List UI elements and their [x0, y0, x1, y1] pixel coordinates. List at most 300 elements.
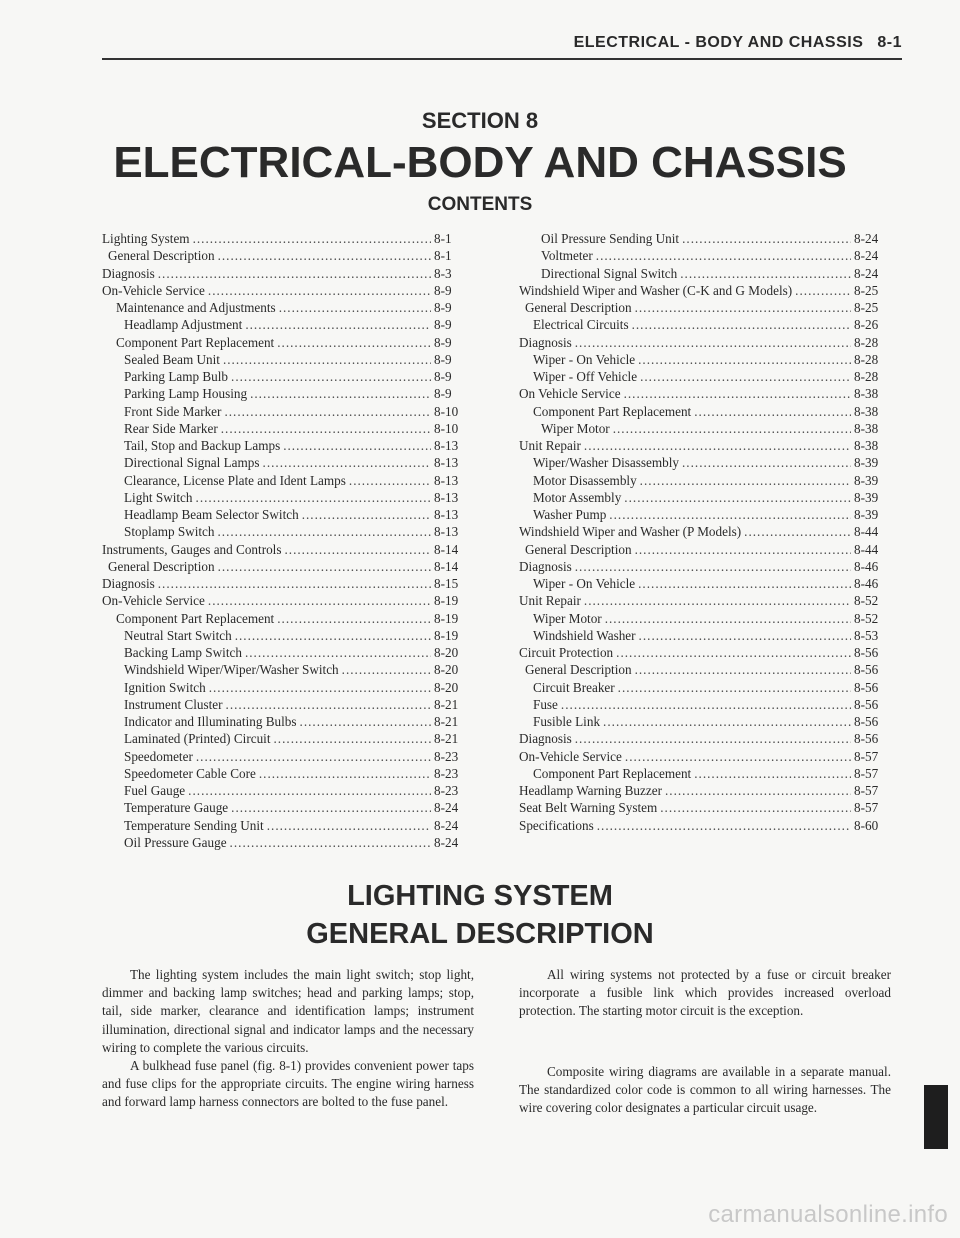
toc-entry: [102, 523, 474, 540]
toc-entry-title: Rear Side Marker: [124, 420, 218, 436]
toc-leader-dots: [635, 299, 851, 316]
toc-entry-title: Unit Repair: [519, 438, 581, 453]
toc-entry-title: Parking Lamp Housing: [124, 386, 248, 402]
toc-entry-page: 8-15: [434, 576, 459, 591]
toc-leader-dots: [618, 679, 851, 696]
toc-entry-title: Stoplamp Switch: [124, 524, 215, 540]
toc-leader-dots: [193, 230, 431, 247]
toc-entry: [102, 679, 474, 696]
toc-entry-title: General Description: [525, 300, 632, 315]
body-right-column: [519, 966, 891, 1117]
toc-entry-title: On-Vehicle Service: [102, 593, 205, 609]
toc-entry: [102, 299, 474, 316]
toc-entry-page: 8-20: [434, 645, 459, 660]
toc-entry: [519, 592, 894, 609]
toc-entry-title: Voltmeter: [541, 248, 593, 264]
toc-entry-page: 8-28: [854, 334, 879, 350]
toc-entry: [519, 610, 894, 627]
toc-entry-page: 8-13: [434, 455, 459, 471]
toc-entry-page: 8-9: [434, 334, 452, 350]
toc-entry: [102, 661, 474, 678]
toc-entry: [102, 265, 474, 282]
toc-entry-title: Diagnosis: [519, 558, 572, 574]
toc-entry-title: Unit Repair: [519, 593, 581, 609]
toc-leader-dots: [625, 748, 851, 765]
toc-entry-page: 8-13: [434, 438, 459, 453]
toc-entry: [519, 679, 894, 696]
toc-leader-dots: [584, 437, 851, 454]
toc-leader-dots: [279, 299, 431, 316]
toc-leader-dots: [283, 437, 431, 454]
toc-leader-dots: [665, 782, 851, 799]
toc-leader-dots: [694, 765, 851, 782]
toc-leader-dots: [300, 713, 431, 730]
toc-entry-title: Front Side Marker: [124, 403, 222, 419]
toc-entry: [102, 541, 474, 558]
toc-entry-title: Component Part Replacement: [533, 765, 692, 781]
toc-leader-dots: [231, 368, 431, 385]
toc-entry-page: 8-21: [434, 731, 459, 747]
toc-leader-dots: [224, 403, 431, 420]
toc-entry: [519, 316, 894, 333]
toc-entry-page: 8-57: [854, 765, 879, 781]
toc-entry-page: 8-23: [434, 783, 459, 798]
toc-entry-title: General Description: [108, 558, 215, 574]
toc-entry-title: Neutral Start Switch: [124, 627, 232, 643]
toc-entry: [519, 627, 894, 644]
toc-entry-title: General Description: [525, 662, 632, 678]
toc-entry-title: Light Switch: [124, 489, 193, 505]
toc-entry-title: Wiper Motor: [541, 420, 610, 436]
toc-leader-dots: [609, 506, 851, 523]
toc-entry-page: 8-52: [854, 593, 879, 609]
toc-entry: [519, 299, 894, 316]
toc-entry-page: 8-3: [434, 265, 452, 281]
toc-leader-dots: [342, 661, 431, 678]
toc-leader-dots: [638, 351, 851, 368]
toc-entry: [102, 316, 474, 333]
toc-entry-page: 8-13: [434, 472, 459, 488]
toc-entry-page: 8-10: [434, 403, 459, 419]
toc-entry: [102, 472, 474, 489]
toc-leader-dots: [613, 420, 851, 437]
toc-entry: [102, 230, 474, 247]
toc-entry-title: Wiper Motor: [533, 610, 602, 626]
toc-entry: [102, 799, 474, 816]
toc-entry: [519, 506, 894, 523]
toc-entry-page: 8-60: [854, 817, 879, 833]
toc-leader-dots: [250, 385, 431, 402]
toc-entry: [519, 765, 894, 782]
toc-entry: [519, 282, 894, 299]
toc-entry: [102, 385, 474, 402]
contents-heading: CONTENTS: [427, 194, 533, 215]
toc-entry-title: Diagnosis: [519, 731, 572, 747]
toc-entry-page: 8-9: [434, 282, 452, 298]
toc-entry: [102, 368, 474, 385]
toc-entry-page: 8-9: [434, 317, 452, 333]
toc-entry-title: Fuse: [533, 696, 558, 712]
toc-entry-title: Wiper - On Vehicle: [533, 351, 636, 367]
toc-entry: [102, 627, 474, 644]
section-thumb-tab: [924, 1085, 948, 1149]
toc-entry-title: Tail, Stop and Backup Lamps: [124, 438, 281, 453]
toc-entry: [102, 730, 474, 747]
header-rule: [102, 58, 902, 60]
toc-entry-title: Headlamp Beam Selector Switch: [124, 507, 299, 522]
toc-leader-dots: [795, 282, 851, 299]
toc-entry-title: Diagnosis: [519, 334, 572, 350]
toc-entry-page: 8-24: [854, 248, 879, 264]
toc-entry-page: 8-14: [434, 541, 459, 557]
toc-leader-dots: [231, 799, 431, 816]
toc-entry: [519, 454, 894, 471]
body-paragraph: All wiring systems not protected by a fuse or circuit breaker incorporate a fusible link which provides increased overload protection. The starting motor circuit is the exception.: [519, 967, 891, 1019]
toc-entry-title: On Vehicle Service: [519, 386, 621, 402]
toc-entry-page: 8-44: [854, 541, 879, 557]
toc-entry-page: 8-38: [854, 438, 879, 453]
toc-leader-dots: [221, 420, 431, 437]
toc-leader-dots: [245, 644, 431, 661]
watermark: carmanualsonline.info: [708, 1201, 948, 1228]
toc-entry: [102, 282, 474, 299]
toc-entry: [519, 368, 894, 385]
toc-leader-dots: [597, 817, 851, 834]
toc-entry-title: Indicator and Illuminating Bulbs: [124, 714, 297, 729]
toc-entry: [102, 610, 474, 627]
toc-entry-title: Temperature Sending Unit: [124, 817, 264, 833]
toc-entry-page: 8-9: [434, 351, 452, 367]
toc-entry-title: Speedometer Cable Core: [124, 765, 256, 781]
toc-entry: [519, 817, 894, 834]
toc-entry-title: On-Vehicle Service: [519, 748, 622, 764]
toc-entry: [519, 489, 894, 506]
toc-entry-page: 8-19: [434, 593, 459, 609]
toc-entry-title: Windshield Wiper and Washer (C-K and G Models): [519, 282, 793, 298]
toc-leader-dots: [217, 523, 431, 540]
toc-leader-dots: [616, 644, 851, 661]
toc-leader-dots: [223, 351, 431, 368]
toc-entry: [519, 748, 894, 765]
toc-entry-title: Diagnosis: [102, 265, 155, 281]
toc-left-column: [102, 230, 474, 851]
toc-entry: [519, 230, 894, 247]
toc-leader-dots: [596, 247, 851, 264]
toc-entry-title: Washer Pump: [533, 507, 607, 522]
toc-entry-title: Wiper - Off Vehicle: [533, 369, 638, 384]
toc-entry: [519, 782, 894, 799]
toc-entry-title: Fusible Link: [533, 714, 601, 729]
toc-leader-dots: [277, 334, 431, 351]
toc-entry-title: Seat Belt Warning System: [519, 800, 658, 816]
body-left-column: [102, 966, 474, 1112]
toc-entry: [519, 523, 894, 540]
toc-entry-title: Specifications: [519, 817, 594, 833]
toc-entry-title: On-Vehicle Service: [102, 282, 205, 298]
toc-entry-title: Component Part Replacement: [116, 334, 275, 350]
toc-entry: [102, 489, 474, 506]
toc-entry: [102, 713, 474, 730]
toc-entry-title: Clearance, License Plate and Ident Lamps: [124, 472, 346, 488]
toc-leader-dots: [235, 627, 431, 644]
toc-entry-title: Electrical Circuits: [533, 317, 629, 333]
toc-leader-dots: [284, 541, 431, 558]
section-heading-general-description: GENERAL DESCRIPTION: [306, 918, 654, 950]
toc-entry-page: 8-21: [434, 714, 459, 729]
toc-entry-page: 8-38: [854, 420, 879, 436]
toc-entry-page: 8-38: [854, 403, 879, 419]
toc-leader-dots: [624, 385, 851, 402]
toc-entry-page: 8-10: [434, 420, 459, 436]
running-header: [102, 34, 902, 52]
toc-entry-page: 8-1: [434, 231, 452, 246]
toc-entry-page: 8-39: [854, 489, 879, 505]
body-paragraph: Composite wiring diagrams are available in a separate manual. The standardized color code is common to all wiring harnesses. The wire covering color designates a particular circuit usage.: [519, 1063, 891, 1116]
header-title: ELECTRICAL - BODY AND CHASSIS: [573, 34, 864, 51]
toc-leader-dots: [245, 316, 431, 333]
toc-leader-dots: [267, 817, 431, 834]
toc-entry: [102, 454, 474, 471]
toc-entry-page: 8-9: [434, 386, 452, 402]
toc-entry-title: Maintenance and Adjustments: [116, 300, 276, 315]
toc-entry-page: 8-13: [434, 524, 459, 540]
toc-leader-dots: [682, 230, 851, 247]
toc-entry-page: 8-57: [854, 800, 879, 816]
toc-leader-dots: [694, 403, 851, 420]
toc-entry: [519, 385, 894, 402]
toc-entry: [519, 558, 894, 575]
toc-entry-title: Directional Signal Lamps: [124, 455, 260, 471]
toc-entry: [102, 817, 474, 834]
toc-leader-dots: [196, 748, 431, 765]
toc-entry-page: 8-14: [434, 558, 459, 574]
toc-entry-page: 8-57: [854, 748, 879, 764]
section-heading-lighting-system: LIGHTING SYSTEM: [347, 880, 613, 912]
toc-entry: [519, 472, 894, 489]
toc-leader-dots: [640, 472, 851, 489]
toc-entry: [102, 834, 474, 851]
toc-leader-dots: [196, 489, 431, 506]
toc-entry-page: 8-28: [854, 351, 879, 367]
toc-entry: [102, 696, 474, 713]
toc-entry-page: 8-19: [434, 627, 459, 643]
toc-entry-page: 8-44: [854, 524, 879, 540]
toc-leader-dots: [302, 506, 431, 523]
toc-entry-title: General Description: [108, 248, 215, 264]
toc-entry-page: 8-24: [854, 265, 879, 281]
toc-entry: [102, 420, 474, 437]
toc-entry: [102, 765, 474, 782]
toc-entry: [102, 575, 474, 592]
toc-entry-page: 8-57: [854, 783, 879, 798]
toc-entry-title: Windshield Wiper/Wiper/Washer Switch: [124, 662, 339, 678]
toc-entry: [519, 437, 894, 454]
toc-entry: [519, 265, 894, 282]
toc-entry: [519, 247, 894, 264]
toc-entry-page: 8-24: [854, 231, 879, 246]
toc-entry-page: 8-56: [854, 731, 879, 747]
header-page-number: 8-1: [877, 34, 902, 51]
toc-entry-title: Wiper - On Vehicle: [533, 576, 636, 591]
toc-entry-title: Headlamp Adjustment: [124, 317, 243, 333]
toc-leader-dots: [259, 765, 431, 782]
toc-leader-dots: [208, 592, 431, 609]
toc-entry-page: 8-19: [434, 610, 459, 626]
toc-entry-title: Ignition Switch: [124, 679, 206, 695]
toc-entry: [519, 661, 894, 678]
toc-leader-dots: [226, 696, 431, 713]
toc-entry-title: Sealed Beam Unit: [124, 351, 220, 367]
toc-entry: [102, 247, 474, 264]
toc-entry: [519, 575, 894, 592]
toc-entry-page: 8-20: [434, 662, 459, 678]
toc-entry-page: 8-20: [434, 679, 459, 695]
toc-entry-title: Fuel Gauge: [124, 783, 186, 798]
toc-entry: [102, 506, 474, 523]
toc-leader-dots: [274, 730, 432, 747]
toc-entry: [102, 437, 474, 454]
toc-entry-title: Component Part Replacement: [533, 403, 692, 419]
toc-leader-dots: [188, 782, 431, 799]
toc-entry: [102, 403, 474, 420]
toc-leader-dots: [584, 592, 851, 609]
toc-entry: [519, 799, 894, 816]
toc-entry-page: 8-9: [434, 300, 452, 315]
toc-entry-page: 8-39: [854, 472, 879, 488]
toc-entry-title: Motor Disassembly: [533, 472, 637, 488]
toc-entry: [519, 541, 894, 558]
toc-leader-dots: [561, 696, 851, 713]
toc-entry-title: Laminated (Printed) Circuit: [124, 731, 271, 747]
toc-entry: [102, 748, 474, 765]
toc-leader-dots: [575, 558, 851, 575]
toc-leader-dots: [680, 265, 851, 282]
page-title: ELECTRICAL-BODY AND CHASSIS: [113, 138, 847, 187]
toc-entry-title: Component Part Replacement: [116, 610, 275, 626]
toc-leader-dots: [635, 661, 851, 678]
toc-entry: [519, 730, 894, 747]
toc-right-column: [519, 230, 894, 834]
toc-leader-dots: [682, 454, 851, 471]
toc-entry: [102, 334, 474, 351]
toc-leader-dots: [277, 610, 431, 627]
toc-entry-title: Windshield Washer: [533, 627, 636, 643]
toc-entry-page: 8-56: [854, 645, 879, 660]
toc-entry-title: Backing Lamp Switch: [124, 645, 242, 660]
toc-entry-page: 8-39: [854, 507, 879, 522]
toc-leader-dots: [744, 523, 851, 540]
toc-entry-page: 8-24: [434, 834, 459, 850]
toc-entry-title: Instruments, Gauges and Controls: [102, 541, 282, 557]
body-paragraph: The lighting system includes the main light switch; stop light, dimmer and backing lamp switches; head and parking lamps; stop, tail, side marker, clearance and identification lamps; instrument illumination, directional signal and indicator lamps and the necessary wiring to complete the various circuits.: [102, 967, 474, 1055]
toc-entry-page: 8-46: [854, 558, 879, 574]
toc-leader-dots: [218, 558, 431, 575]
toc-entry-page: 8-28: [854, 369, 879, 384]
toc-entry-title: Oil Pressure Sending Unit: [541, 231, 680, 246]
toc-leader-dots: [603, 713, 851, 730]
toc-leader-dots: [208, 282, 431, 299]
toc-leader-dots: [605, 610, 851, 627]
toc-entry-page: 8-56: [854, 714, 879, 729]
toc-entry: [519, 696, 894, 713]
toc-leader-dots: [230, 834, 431, 851]
toc-entry: [519, 334, 894, 351]
toc-entry-title: Windshield Wiper and Washer (P Models): [519, 524, 742, 540]
toc-entry-page: 8-26: [854, 317, 879, 333]
toc-leader-dots: [632, 316, 851, 333]
toc-entry-page: 8-23: [434, 765, 459, 781]
body-paragraph: A bulkhead fuse panel (fig. 8-1) provides convenient power taps and fuse clips for the appropriate circuits. The engine wiring harness and forward lamp harness connectors are bolted to the fuse panel.: [102, 1058, 474, 1110]
toc-leader-dots: [635, 541, 851, 558]
toc-entry-title: Directional Signal Switch: [541, 265, 678, 281]
toc-entry-page: 8-1: [434, 248, 452, 264]
toc-leader-dots: [158, 575, 431, 592]
toc-leader-dots: [575, 730, 851, 747]
toc-leader-dots: [640, 368, 851, 385]
toc-entry-page: 8-52: [854, 610, 879, 626]
toc-entry-title: Diagnosis: [102, 576, 155, 591]
toc-entry-title: Circuit Breaker: [533, 679, 615, 695]
toc-entry-page: 8-46: [854, 576, 879, 591]
toc-entry-page: 8-24: [434, 817, 459, 833]
toc-entry-page: 8-13: [434, 489, 459, 505]
toc-entry-page: 8-25: [854, 282, 879, 298]
toc-leader-dots: [639, 627, 851, 644]
toc-entry-page: 8-9: [434, 369, 452, 384]
toc-leader-dots: [263, 454, 431, 471]
toc-entry: [102, 351, 474, 368]
toc-leader-dots: [660, 799, 851, 816]
toc-entry: [519, 351, 894, 368]
toc-entry-page: 8-53: [854, 627, 879, 643]
toc-entry: [519, 420, 894, 437]
toc-entry: [519, 644, 894, 661]
toc-entry-page: 8-56: [854, 696, 879, 712]
toc-leader-dots: [624, 489, 851, 506]
toc-entry-title: Headlamp Warning Buzzer: [519, 783, 662, 798]
toc-entry-page: 8-23: [434, 748, 459, 764]
toc-entry-title: Parking Lamp Bulb: [124, 369, 229, 384]
toc-leader-dots: [158, 265, 431, 282]
toc-entry-title: Motor Assembly: [533, 489, 622, 505]
toc-leader-dots: [218, 247, 431, 264]
toc-entry-title: General Description: [525, 541, 632, 557]
toc-entry-title: Temperature Gauge: [124, 800, 229, 816]
toc-entry-title: Instrument Cluster: [124, 696, 223, 712]
toc-entry-page: 8-56: [854, 662, 879, 678]
toc-entry: [102, 782, 474, 799]
toc-entry-page: 8-13: [434, 507, 459, 522]
toc-leader-dots: [638, 575, 851, 592]
toc-entry: [519, 713, 894, 730]
toc-leader-dots: [349, 472, 431, 489]
toc-entry-page: 8-39: [854, 455, 879, 471]
toc-leader-dots: [575, 334, 851, 351]
toc-entry: [519, 403, 894, 420]
toc-entry-title: Speedometer: [124, 748, 193, 764]
toc-entry-title: Oil Pressure Gauge: [124, 834, 227, 850]
toc-entry-title: Circuit Protection: [519, 645, 614, 660]
toc-entry-title: Wiper/Washer Disassembly: [533, 455, 679, 471]
section-label: SECTION 8: [421, 108, 539, 133]
toc-entry-page: 8-25: [854, 300, 879, 315]
toc-entry: [102, 592, 474, 609]
toc-entry-title: Lighting System: [102, 231, 190, 246]
toc-leader-dots: [209, 679, 431, 696]
toc-entry-page: 8-24: [434, 800, 459, 816]
toc-entry-page: 8-56: [854, 679, 879, 695]
toc-entry-page: 8-38: [854, 386, 879, 402]
